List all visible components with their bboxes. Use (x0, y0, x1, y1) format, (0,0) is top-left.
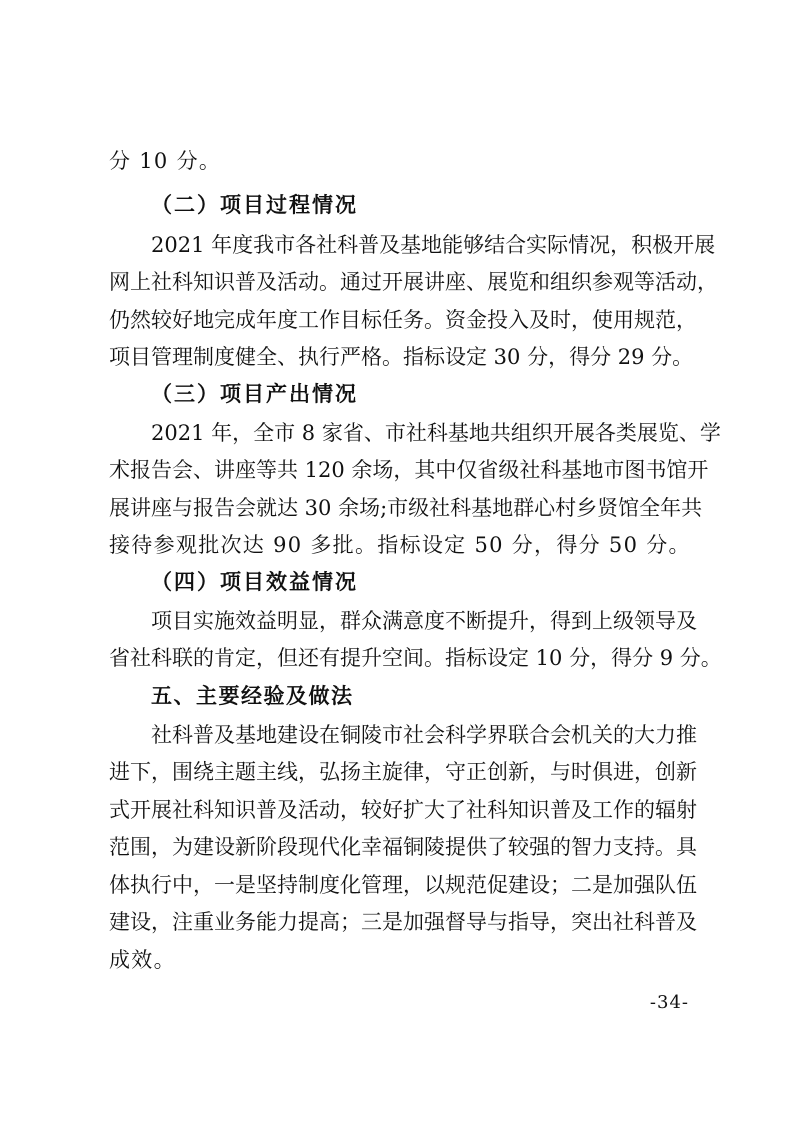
paragraph-experience-line-7: 成效。 (109, 948, 176, 972)
paragraph-experience-line-5: 体执行中，一是坚持制度化管理，以规范促建设；二是加强队伍 (109, 873, 697, 897)
text-line-continuation: 分 10 分。 (109, 149, 222, 173)
section-heading-project-output: （三）项目产出情况 (151, 381, 358, 406)
paragraph-process-line-1: 2021 年度我市各社科普及基地能够结合实际情况，积极开展 (151, 233, 716, 257)
paragraph-output-line-1: 2021 年，全市 8 家省、市社科基地共组织开展各类展览、学 (151, 421, 721, 445)
section-heading-project-process: （二）项目过程情况 (151, 192, 358, 217)
section-heading-project-benefit: （四）项目效益情况 (151, 569, 358, 594)
paragraph-experience-line-1: 社科普及基地建设在铜陵市社会科学界联合会机关的大力推 (151, 723, 697, 747)
page-number: -34- (649, 992, 689, 1013)
paragraph-benefit-line-2: 省社科联的肯定，但还有提升空间。指标设定 10 分，得分 9 分。 (109, 646, 722, 670)
paragraph-experience-line-6: 建设，注重业务能力提高；三是加强督导与指导，突出社科普及 (109, 910, 697, 934)
paragraph-process-line-3: 仍然较好地完成年度工作目标任务。资金投入及时，使用规范， (109, 308, 697, 332)
section-heading-experience: 五、主要经验及做法 (151, 684, 354, 708)
paragraph-experience-line-2: 进下，围绕主题主线，弘扬主旋律，守正创新，与时俱进，创新 (109, 760, 697, 784)
paragraph-output-line-4: 接待参观批次达 90 多批。指标设定 50 分，得分 50 分。 (109, 533, 691, 557)
paragraph-output-line-2: 术报告会、讲座等共 120 余场，其中仅省级社科基地市图书馆开 (109, 458, 709, 482)
paragraph-benefit-line-1: 项目实施效益明显，群众满意度不断提升，得到上级领导及 (151, 609, 697, 633)
paragraph-process-line-2: 网上社科知识普及活动。通过开展讲座、展览和组织参观等活动， (109, 270, 718, 294)
paragraph-experience-line-4: 范围，为建设新阶段现代化幸福铜陵提供了较强的智力支持。具 (109, 835, 697, 859)
paragraph-process-line-4: 项目管理制度健全、执行严格。指标设定 30 分，得分 29 分。 (109, 345, 694, 369)
paragraph-output-line-3: 展讲座与报告会就达 30 余场;市级社科基地群心村乡贤馆全年共 (109, 496, 703, 520)
paragraph-experience-line-3: 式开展社科知识普及活动，较好扩大了社科知识普及工作的辐射 (109, 798, 697, 822)
